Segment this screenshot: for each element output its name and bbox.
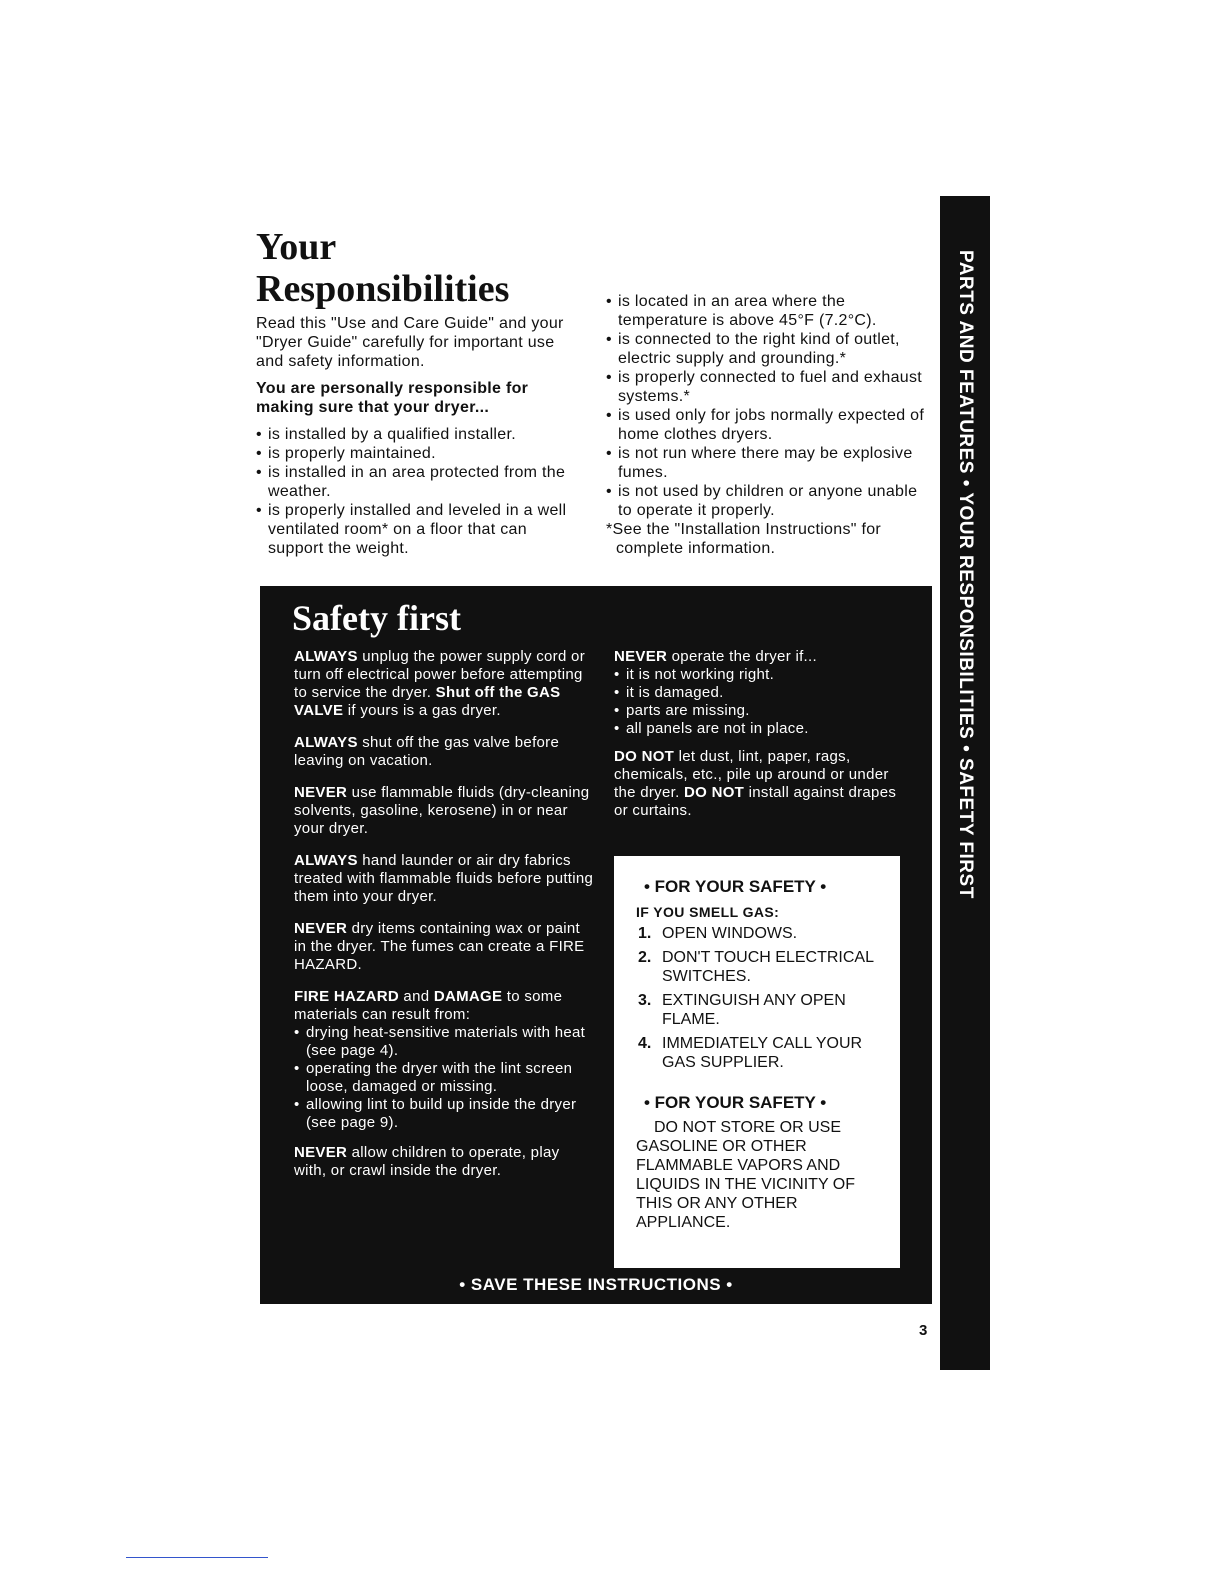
list-item: • is not run where there may be explosive fumes. xyxy=(606,444,932,482)
lead-paragraph: You are personally responsible for making sure that your dryer... xyxy=(256,380,529,416)
intro-paragraph: Read this "Use and Care Guide" and your "Dryer Guide" carefully for important use and safety information. xyxy=(256,315,564,370)
emphasis: DAMAGE xyxy=(433,988,503,1005)
never-operate-list xyxy=(614,666,914,738)
responsibilities-column-2 xyxy=(606,292,932,574)
safety-paragraph xyxy=(294,784,594,838)
step-number: 3. xyxy=(638,992,652,1009)
list-item: • all panels are not in place. xyxy=(614,720,914,738)
gas-safety-box xyxy=(614,856,900,1268)
emphasis: NEVER xyxy=(294,784,348,801)
text: operate the dryer if... xyxy=(667,648,817,665)
list-item: • allowing lint to build up inside the dryer (see page 9). xyxy=(294,1096,594,1132)
safety-paragraph xyxy=(294,852,594,906)
step-number: 1. xyxy=(638,925,652,942)
emphasis: Shut off the GAS VALVE xyxy=(294,684,561,719)
gas-steps-list xyxy=(636,924,888,1072)
safety-paragraph xyxy=(614,748,914,820)
title-line-1: Your xyxy=(256,226,337,268)
text: shut off the gas valve before leaving on vacation. xyxy=(294,734,560,769)
text: install against drapes or curtains. xyxy=(614,784,897,819)
sidebar-label: PARTS AND FEATURES • YOUR RESPONSIBILITIES • SAFETY FIRST xyxy=(955,250,976,899)
list-item: • is installed in an area protected from the weather. xyxy=(256,463,582,501)
safety-right-column xyxy=(614,648,914,834)
save-instructions-banner: • SAVE THESE INSTRUCTIONS • xyxy=(459,1275,733,1294)
list-item: • is used only for jobs normally expected of home clothes dryers. xyxy=(606,406,932,444)
step-text: DON'T TOUCH ELECTRICAL SWITCHES. xyxy=(662,949,874,985)
list-item: • is not used by children or anyone unable to operate it properly. xyxy=(606,482,932,520)
text: dry items containing wax or paint in the dryer. The fumes can create a FIRE HAZARD. xyxy=(294,920,585,973)
safety-paragraph xyxy=(294,988,594,1024)
list-item: • is connected to the right kind of outlet, electric supply and grounding.* xyxy=(606,330,932,368)
safety-first-panel xyxy=(260,586,932,1304)
gas-safety-content xyxy=(636,876,888,1232)
safety-left-column xyxy=(294,648,594,1194)
responsibility-list-2 xyxy=(606,292,932,520)
text: hand launder or air dry fabrics treated with flammable fluids before putting them into your dryer. xyxy=(294,852,594,905)
emphasis: NEVER xyxy=(294,920,348,937)
step-text: OPEN WINDOWS. xyxy=(662,925,798,942)
list-item: • it is damaged. xyxy=(614,684,914,702)
responsibility-list-1 xyxy=(256,425,582,558)
list-item: • parts are missing. xyxy=(614,702,914,720)
list-item xyxy=(636,924,888,943)
list-item xyxy=(636,991,888,1029)
list-item xyxy=(636,1034,888,1072)
hazard-list xyxy=(294,1024,594,1132)
text: use flammable fluids (dry-cleaning solvents, gasoline, kerosene) in or near your dryer. xyxy=(294,784,590,837)
safety-paragraph xyxy=(294,1144,594,1180)
for-your-safety-heading-2: • FOR YOUR SAFETY • xyxy=(644,1093,827,1112)
gasoline-warning: GASOLINE OR OTHER FLAMMABLE VAPORS AND LIQUIDS IN THE VICINITY OF THIS OR ANY OTHER APPLIANCE. xyxy=(636,1138,855,1231)
text: allow children to operate, play with, or crawl inside the dryer. xyxy=(294,1144,560,1179)
emphasis: ALWAYS xyxy=(294,648,358,665)
footer-rule xyxy=(126,1557,268,1558)
safety-title: Safety first xyxy=(292,598,461,638)
list-item: • is properly maintained. xyxy=(256,444,582,463)
safety-paragraph xyxy=(294,920,594,974)
list-item xyxy=(636,948,888,986)
safety-paragraph xyxy=(294,734,594,770)
page-number: 3 xyxy=(919,1322,928,1339)
text: let dust, lint, paper, rags, chemicals, etc., pile up around or under the dryer. xyxy=(614,748,889,801)
list-item: • is installed by a qualified installer. xyxy=(256,425,582,444)
responsibilities-column-1 xyxy=(256,314,582,558)
text: if yours is a gas dryer. xyxy=(343,702,501,719)
safety-paragraph xyxy=(614,648,914,666)
list-item: • is properly connected to fuel and exhaust systems.* xyxy=(606,368,932,406)
emphasis: FIRE HAZARD xyxy=(294,988,399,1005)
emphasis: DO NOT xyxy=(614,748,675,765)
list-item: • is located in an area where the temperature is above 45°F (7.2°C). xyxy=(606,292,932,330)
emphasis: ALWAYS xyxy=(294,852,358,869)
gasoline-warning-line-1: DO NOT STORE OR USE xyxy=(654,1119,841,1136)
step-number: 2. xyxy=(638,949,652,966)
emphasis: ALWAYS xyxy=(294,734,358,751)
safety-paragraph xyxy=(294,648,594,720)
list-item: • operating the dryer with the lint screen loose, damaged or missing. xyxy=(294,1060,594,1096)
title-line-2: Responsibilities xyxy=(256,268,510,310)
list-item: • is properly installed and leveled in a well ventilated room* on a floor that can support the weight. xyxy=(256,501,582,558)
list-item: • drying heat-sensitive materials with heat (see page 4). xyxy=(294,1024,594,1060)
footnote: *See the "Installation Instructions" for complete information. xyxy=(606,521,882,557)
step-number: 4. xyxy=(638,1035,652,1052)
emphasis: NEVER xyxy=(294,1144,348,1161)
text: and xyxy=(398,988,434,1005)
page-title xyxy=(256,226,509,310)
emphasis: NEVER xyxy=(614,648,668,665)
emphasis: DO NOT xyxy=(684,784,745,801)
text: unplug the power supply cord or turn off electrical power before attempting to service the dryer. xyxy=(294,648,585,701)
step-text: EXTINGUISH ANY OPEN FLAME. xyxy=(662,992,846,1028)
smell-gas-heading: IF YOU SMELL GAS: xyxy=(636,904,780,920)
for-your-safety-heading: • FOR YOUR SAFETY • xyxy=(644,877,827,896)
text: to some materials can result from: xyxy=(294,988,563,1023)
step-text: IMMEDIATELY CALL YOUR GAS SUPPLIER. xyxy=(662,1035,863,1071)
list-item: • it is not working right. xyxy=(614,666,914,684)
